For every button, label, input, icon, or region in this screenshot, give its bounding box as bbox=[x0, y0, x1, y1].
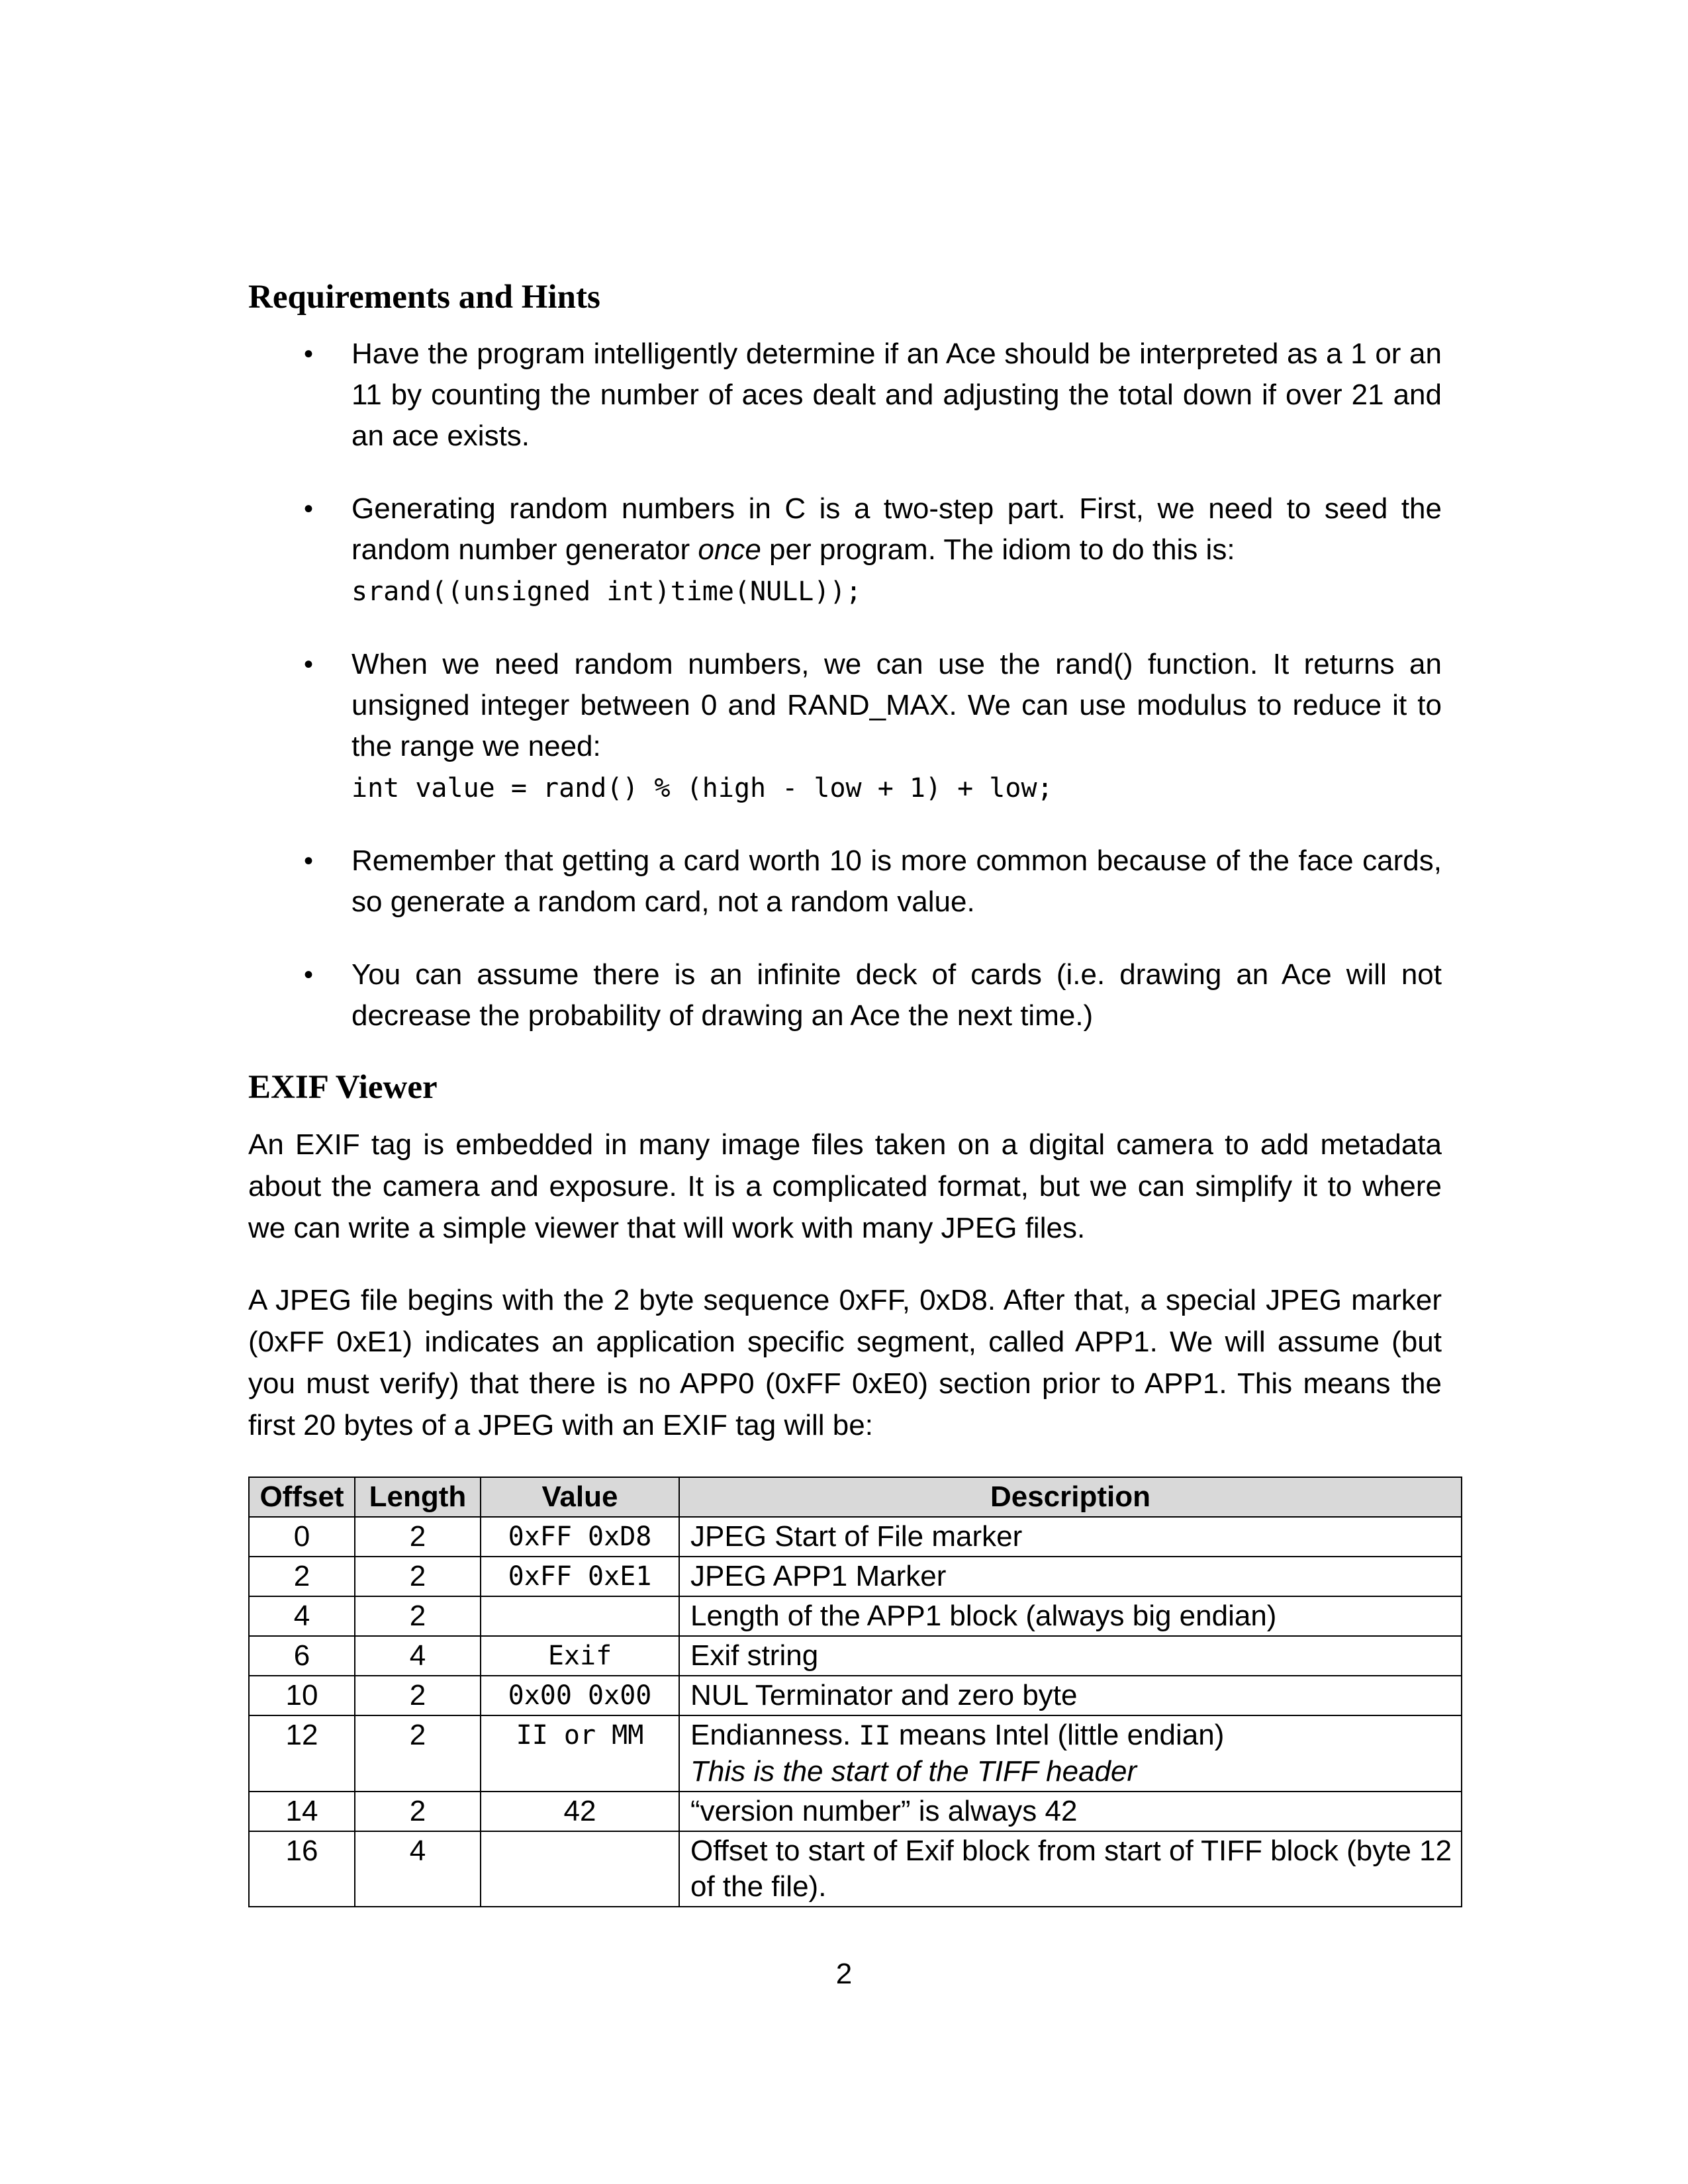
description-cell bbox=[679, 1676, 1462, 1715]
value-cell: Exif bbox=[481, 1636, 679, 1676]
description-line bbox=[690, 1717, 1454, 1754]
description-line bbox=[690, 1559, 1454, 1594]
length-cell: 2 bbox=[355, 1715, 481, 1792]
bullet-marker: • bbox=[304, 494, 314, 523]
offset-cell: 10 bbox=[249, 1676, 355, 1715]
offset-cell: 4 bbox=[249, 1596, 355, 1636]
table-row bbox=[249, 1596, 1462, 1636]
requirements-bullet-list bbox=[248, 334, 1442, 1036]
description-line bbox=[690, 1638, 1454, 1674]
body-text: JPEG Start of File marker bbox=[690, 1520, 1023, 1553]
body-text: “version number” is always 42 bbox=[690, 1795, 1078, 1827]
body-text: Exif string bbox=[690, 1639, 819, 1672]
bullet-marker: • bbox=[304, 960, 314, 989]
bullet-marker: • bbox=[304, 846, 314, 876]
table-row bbox=[249, 1557, 1462, 1596]
body-text: When we need random numbers, we can use the rand() function. It returns an unsigned integer between 0 and RAND_MAX. We can use modulus to reduce it to the range we need: bbox=[352, 648, 1442, 762]
column-header: Value bbox=[481, 1477, 679, 1517]
length-cell: 2 bbox=[355, 1792, 481, 1831]
italic-text: once bbox=[698, 533, 761, 566]
table-row bbox=[249, 1676, 1462, 1715]
body-text: Have the program intelligently determine if an Ace should be interpreted as a 1 or an 11 by counting the number of aces dealt and adjusting the total down if over 21 and an ace exists. bbox=[352, 338, 1442, 452]
offset-cell: 16 bbox=[249, 1831, 355, 1907]
description-line bbox=[690, 1519, 1454, 1555]
length-cell: 2 bbox=[355, 1557, 481, 1596]
bullet-item bbox=[248, 841, 1442, 923]
description-line bbox=[690, 1598, 1454, 1634]
body-text: You can assume there is an infinite deck of cards (i.e. drawing an Ace will not decrease the probability of drawing an Ace the next time.) bbox=[352, 958, 1442, 1032]
body-text: means Intel (little endian) bbox=[890, 1719, 1225, 1751]
exif-paragraph-1: An EXIF tag is embedded in many image files taken on a digital camera to add metadata about the camera and exposure. It is a complicated format, but we can simplify it to where we can write a simple viewer that will work with many JPEG files. bbox=[248, 1128, 1442, 1244]
description-cell bbox=[679, 1557, 1462, 1596]
description-cell bbox=[679, 1517, 1462, 1557]
description-line bbox=[690, 1754, 1454, 1790]
table-row bbox=[249, 1636, 1462, 1676]
value-cell: 0xFF 0xE1 bbox=[481, 1557, 679, 1596]
bullet-marker: • bbox=[304, 340, 314, 369]
body-text: per program. The idiom to do this is: bbox=[761, 533, 1235, 566]
bullet-item bbox=[248, 334, 1442, 457]
body-text: Endianness. bbox=[690, 1719, 859, 1751]
description-line bbox=[690, 1678, 1454, 1713]
column-header: Offset bbox=[249, 1477, 355, 1517]
requirements-heading: Requirements and Hints bbox=[248, 279, 600, 316]
code-text: srand((unsigned int)time(NULL)); bbox=[352, 576, 862, 607]
length-cell: 2 bbox=[355, 1676, 481, 1715]
description-cell bbox=[679, 1636, 1462, 1676]
table-row bbox=[249, 1517, 1462, 1557]
length-cell: 4 bbox=[355, 1636, 481, 1676]
bullet-marker: • bbox=[304, 650, 314, 679]
exif-table-header-row bbox=[249, 1477, 1462, 1517]
length-cell: 2 bbox=[355, 1596, 481, 1636]
offset-cell: 12 bbox=[249, 1715, 355, 1792]
value-cell bbox=[481, 1831, 679, 1907]
description-cell bbox=[679, 1792, 1462, 1831]
offset-cell: 0 bbox=[249, 1517, 355, 1557]
table-row bbox=[249, 1831, 1462, 1907]
value-cell: 0x00 0x00 bbox=[481, 1676, 679, 1715]
code-text: II bbox=[859, 1721, 891, 1751]
table-row bbox=[249, 1792, 1462, 1831]
body-text: Offset to start of Exif block from start of TIFF block (byte 12 of the file). bbox=[690, 1835, 1452, 1903]
exif-table bbox=[248, 1477, 1462, 1907]
description-line bbox=[690, 1833, 1454, 1905]
italic-text: This is the start of the TIFF header bbox=[690, 1755, 1137, 1788]
length-cell: 4 bbox=[355, 1831, 481, 1907]
offset-cell: 6 bbox=[249, 1636, 355, 1676]
bullet-item bbox=[248, 644, 1442, 809]
code-text: int value = rand() % (high - low + 1) + low; bbox=[352, 773, 1053, 803]
description-cell bbox=[679, 1596, 1462, 1636]
column-header: Length bbox=[355, 1477, 481, 1517]
body-text: Generating random numbers in C is a two-step part. First, we need to seed the random number generator bbox=[352, 492, 1442, 566]
body-text: Remember that getting a card worth 10 is more common because of the face cards, so generate a random card, not a random value. bbox=[352, 844, 1442, 918]
value-cell: 0xFF 0xD8 bbox=[481, 1517, 679, 1557]
value-cell: II or MM bbox=[481, 1715, 679, 1792]
exif-heading: EXIF Viewer bbox=[248, 1069, 438, 1106]
bullet-text bbox=[352, 488, 1442, 612]
bullet-text bbox=[352, 841, 1442, 923]
body-text: Length of the APP1 block (always big endian) bbox=[690, 1600, 1277, 1632]
body-text: JPEG APP1 Marker bbox=[690, 1560, 947, 1592]
body-text: NUL Terminator and zero byte bbox=[690, 1679, 1078, 1711]
bullet-text bbox=[352, 954, 1442, 1036]
bullet-text bbox=[352, 334, 1442, 457]
bullet-item bbox=[248, 954, 1442, 1036]
column-header: Description bbox=[679, 1477, 1462, 1517]
bullet-text bbox=[352, 644, 1442, 809]
exif-paragraph-2: A JPEG file begins with the 2 byte sequence 0xFF, 0xD8. After that, a special JPEG marker (0xFF 0xE1) indicates an application specific segment, called APP1. We will assume (but you must verify) that there is no APP0 (0xFF 0xE0) section prior to APP1. This means the first 20 bytes of a JPEG with an EXIF tag will be: bbox=[248, 1284, 1442, 1441]
value-cell bbox=[481, 1596, 679, 1636]
table-row bbox=[249, 1715, 1462, 1792]
description-cell bbox=[679, 1715, 1462, 1792]
value-cell: 42 bbox=[481, 1792, 679, 1831]
exif-table-body bbox=[249, 1517, 1462, 1907]
description-cell bbox=[679, 1831, 1462, 1907]
bullet-item bbox=[248, 488, 1442, 612]
description-line bbox=[690, 1794, 1454, 1829]
offset-cell: 2 bbox=[249, 1557, 355, 1596]
page-number: 2 bbox=[835, 1958, 853, 1990]
length-cell: 2 bbox=[355, 1517, 481, 1557]
offset-cell: 14 bbox=[249, 1792, 355, 1831]
